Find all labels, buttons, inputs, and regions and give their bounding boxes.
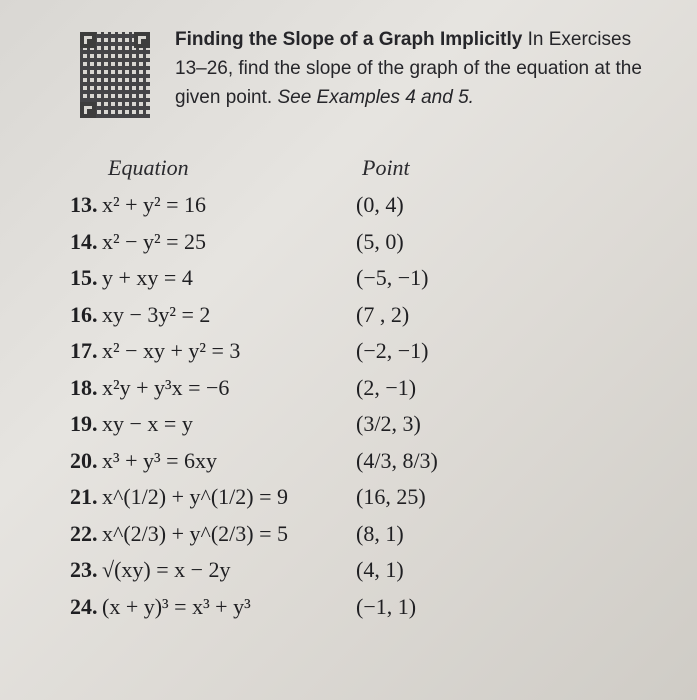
point: (8, 1) xyxy=(356,520,404,546)
equation: x^(1/2) + y^(1/2) = 9 xyxy=(102,484,288,509)
exercise-number: 14. xyxy=(70,228,98,254)
exercise-row xyxy=(70,557,670,593)
exercise-number: 17. xyxy=(70,338,98,363)
exercise-number: 21. xyxy=(70,484,98,509)
exercise-row xyxy=(70,484,670,520)
qr-finder xyxy=(134,32,150,48)
exercise-row xyxy=(70,229,670,265)
exercise-row xyxy=(70,521,670,557)
exercise-number: 16. xyxy=(70,301,98,327)
point: (5, 0) xyxy=(356,228,404,254)
exercise-row xyxy=(70,338,670,374)
instruction-text: In Exercises 13–26, find the slope of the graph of the equation at the given point. xyxy=(175,29,642,108)
exercise-row xyxy=(70,302,670,338)
qr-finder xyxy=(80,102,96,118)
point-column-heading: Point xyxy=(362,155,410,180)
exercise-row xyxy=(70,265,670,301)
point: (−1, 1) xyxy=(356,593,417,619)
example-reference: See Examples 4 and 5. xyxy=(277,87,474,108)
exercise-header xyxy=(175,25,665,112)
exercise-number: 22. xyxy=(70,520,98,546)
point: (4/3, 8/3) xyxy=(356,447,438,473)
equation: x² − xy + y² = 3 xyxy=(102,338,241,363)
exercise-number: 23. xyxy=(70,557,98,582)
point: (4, 1) xyxy=(356,557,404,582)
exercise-number: 13. xyxy=(70,192,98,217)
point: (2, −1) xyxy=(356,374,417,400)
exercise-row xyxy=(70,192,670,228)
equation: x² + y² = 16 xyxy=(102,192,207,217)
exercise-number: 18. xyxy=(70,374,98,400)
equation: y + xy = 4 xyxy=(102,265,193,290)
qr-finder xyxy=(80,32,96,48)
equation: √(xy) = x − 2y xyxy=(102,557,231,582)
point: (−2, −1) xyxy=(356,338,429,363)
equation: x^(2/3) + y^(2/3) = 5 xyxy=(102,520,288,546)
section-title: Finding the Slope of a Graph Implicitly xyxy=(175,29,523,50)
equation: xy − x = y xyxy=(102,411,193,436)
point: (−5, −1) xyxy=(356,265,429,290)
equation: (x + y)³ = x³ + y³ xyxy=(102,593,251,619)
exercise-row xyxy=(70,411,670,447)
point: (0, 4) xyxy=(356,192,404,217)
exercise-number: 19. xyxy=(70,411,98,436)
exercise-row xyxy=(70,375,670,411)
equation: xy − 3y² = 2 xyxy=(102,301,211,327)
equation-column-heading: Equation xyxy=(108,155,189,180)
equation: x² − y² = 25 xyxy=(102,228,207,254)
point: (7 , 2) xyxy=(356,301,410,327)
point: (3/2, 3) xyxy=(356,411,421,436)
qr-code xyxy=(80,32,150,118)
equation: x³ + y³ = 6xy xyxy=(102,447,218,473)
equation: x²y + y³x = −6 xyxy=(102,374,230,400)
exercise-row xyxy=(70,594,670,630)
exercise-number: 15. xyxy=(70,265,98,290)
exercise-number: 24. xyxy=(70,593,98,619)
exercise-row xyxy=(70,448,670,484)
exercise-number: 20. xyxy=(70,447,98,473)
point: (16, 25) xyxy=(356,484,426,509)
